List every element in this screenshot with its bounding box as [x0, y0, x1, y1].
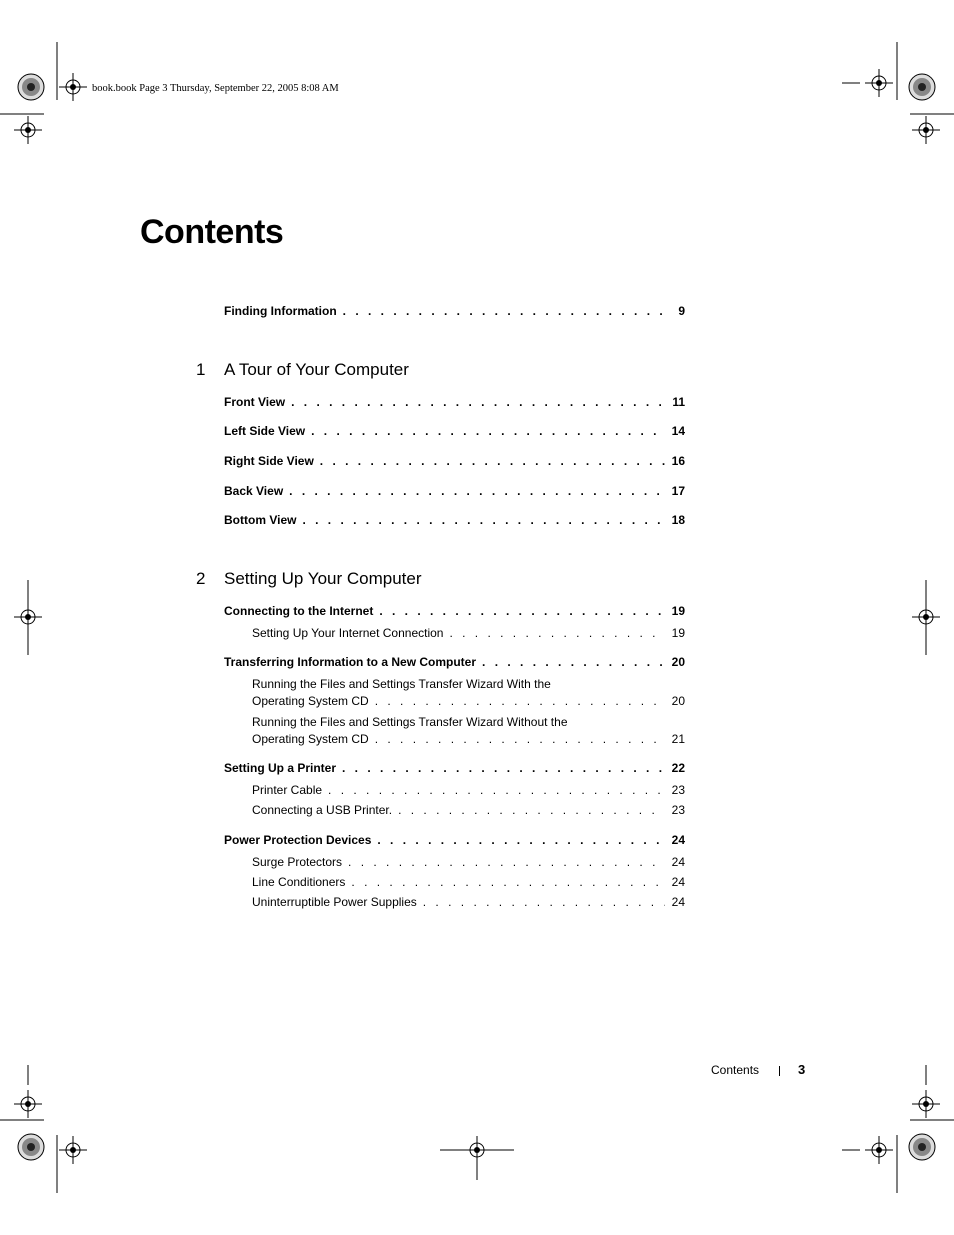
toc-entry-page: 17	[671, 484, 685, 498]
toc-entry-page: 23	[671, 803, 685, 817]
toc-entry-label: Bottom View	[224, 513, 297, 527]
footer-page-number: 3	[798, 1062, 806, 1077]
toc-entry-label: Transferring Information to a New Computer	[224, 655, 477, 669]
header-slug: book.book Page 3 Thursday, September 22, 2005 8:08 AM	[92, 83, 339, 94]
toc-entry-page: 21	[671, 732, 685, 746]
chapter-number: 2	[196, 569, 206, 588]
toc-subentry-label-line1: Running the Files and Settings Transfer Wizard With the	[252, 677, 551, 691]
toc-entry-label: Uninterruptible Power Supplies	[252, 895, 417, 909]
toc-entry-page: 9	[678, 304, 685, 318]
toc-entry-label: Right Side View	[224, 454, 314, 468]
toc-entry-page: 22	[671, 761, 685, 775]
toc-entry[interactable]	[224, 655, 685, 671]
toc-entry-label: Connecting to the Internet	[224, 604, 374, 618]
toc-entry[interactable]	[224, 304, 685, 320]
toc-entry-label: Setting Up Your Internet Connection	[252, 626, 444, 640]
toc-entry-label: Operating System CD	[252, 694, 369, 708]
toc-leader-dots	[311, 424, 665, 438]
toc-subentry[interactable]	[252, 626, 685, 642]
toc-leader-dots	[375, 694, 665, 708]
toc-leader-dots	[482, 655, 665, 669]
chapter-title: Setting Up Your Computer	[224, 569, 422, 588]
toc-subentry[interactable]	[252, 875, 685, 891]
toc-entry-page: 23	[671, 783, 685, 797]
registration-star-icon	[18, 74, 44, 100]
toc-subentry[interactable]	[252, 694, 685, 710]
toc-entry[interactable]	[224, 484, 685, 500]
toc-entry-label: Connecting a USB Printer.	[252, 803, 393, 817]
toc-entry-page: 24	[671, 833, 685, 847]
toc-entry-page: 19	[671, 604, 685, 618]
toc-entry-page: 11	[672, 395, 685, 409]
chapter-title: A Tour of Your Computer	[224, 360, 409, 379]
toc-entry-page: 16	[671, 454, 685, 468]
registration-star-icon	[909, 74, 935, 100]
toc-entry[interactable]	[224, 604, 685, 620]
toc-entry-label: Surge Protectors	[252, 855, 343, 869]
toc-entry-label: Finding Information	[224, 304, 337, 318]
toc-leader-dots	[423, 895, 665, 909]
toc-entry-page: 14	[671, 424, 685, 438]
registration-cross-icon	[59, 73, 87, 101]
toc-subentry[interactable]	[252, 732, 685, 748]
toc-leader-dots	[377, 833, 665, 847]
toc-subentry[interactable]	[252, 855, 685, 871]
registration-cross-icon	[14, 116, 42, 144]
toc-leader-dots	[343, 304, 665, 318]
toc-leader-dots	[289, 484, 665, 498]
toc-entry-page: 19	[671, 626, 685, 640]
toc-entry[interactable]	[224, 761, 685, 777]
registration-cross-icon	[912, 116, 940, 144]
toc-entry-page: 20	[671, 655, 685, 669]
toc-leader-dots	[302, 513, 665, 527]
toc-entry-label: Front View	[224, 395, 286, 409]
toc-leader-dots	[398, 803, 665, 817]
toc-entry-page: 24	[671, 895, 685, 909]
toc-leader-dots	[348, 855, 665, 869]
toc-leader-dots	[328, 783, 665, 797]
toc-subentry[interactable]	[252, 895, 685, 911]
registration-cross-icon	[59, 1136, 87, 1164]
toc-leader-dots	[320, 454, 665, 468]
toc-subentry[interactable]	[252, 783, 685, 799]
toc-leader-dots	[291, 395, 665, 409]
registration-cross-icon	[912, 1090, 940, 1118]
toc-subentry[interactable]	[252, 803, 685, 819]
toc-entry-page: 24	[671, 855, 685, 869]
registration-cross-icon	[865, 69, 893, 97]
toc-leader-dots	[342, 761, 665, 775]
registration-star-icon	[909, 1134, 935, 1160]
toc-entry-label: Printer Cable	[252, 783, 323, 797]
toc-subentry-label-line1: Running the Files and Settings Transfer Wizard Without the	[252, 715, 568, 729]
toc-entry[interactable]	[224, 454, 685, 470]
toc-leader-dots	[379, 604, 665, 618]
footer-separator	[779, 1066, 780, 1076]
toc-entry[interactable]	[224, 395, 685, 411]
toc-entry-label: Back View	[224, 484, 284, 498]
registration-cross-icon	[865, 1136, 893, 1164]
toc-entry-page: 20	[671, 694, 685, 708]
toc-entry-label: Line Conditioners	[252, 875, 346, 889]
chapter-number: 1	[196, 360, 206, 379]
registration-cross-icon	[14, 1090, 42, 1118]
toc-entry-page: 24	[671, 875, 685, 889]
toc-leader-dots	[351, 875, 665, 889]
toc-entry[interactable]	[224, 833, 685, 849]
toc-entry-label: Left Side View	[224, 424, 306, 438]
toc-entry-label: Power Protection Devices	[224, 833, 372, 847]
registration-star-icon	[18, 1134, 44, 1160]
toc-entry-page: 18	[671, 513, 685, 527]
page-title: Contents	[140, 213, 284, 251]
toc-entry[interactable]	[224, 513, 685, 529]
footer-section-label: Contents	[711, 1063, 760, 1077]
toc-entry-label: Operating System CD	[252, 732, 369, 746]
toc-entry-label: Setting Up a Printer	[224, 761, 337, 775]
toc-entry[interactable]	[224, 424, 685, 440]
toc-leader-dots	[375, 732, 665, 746]
toc-leader-dots	[449, 626, 665, 640]
